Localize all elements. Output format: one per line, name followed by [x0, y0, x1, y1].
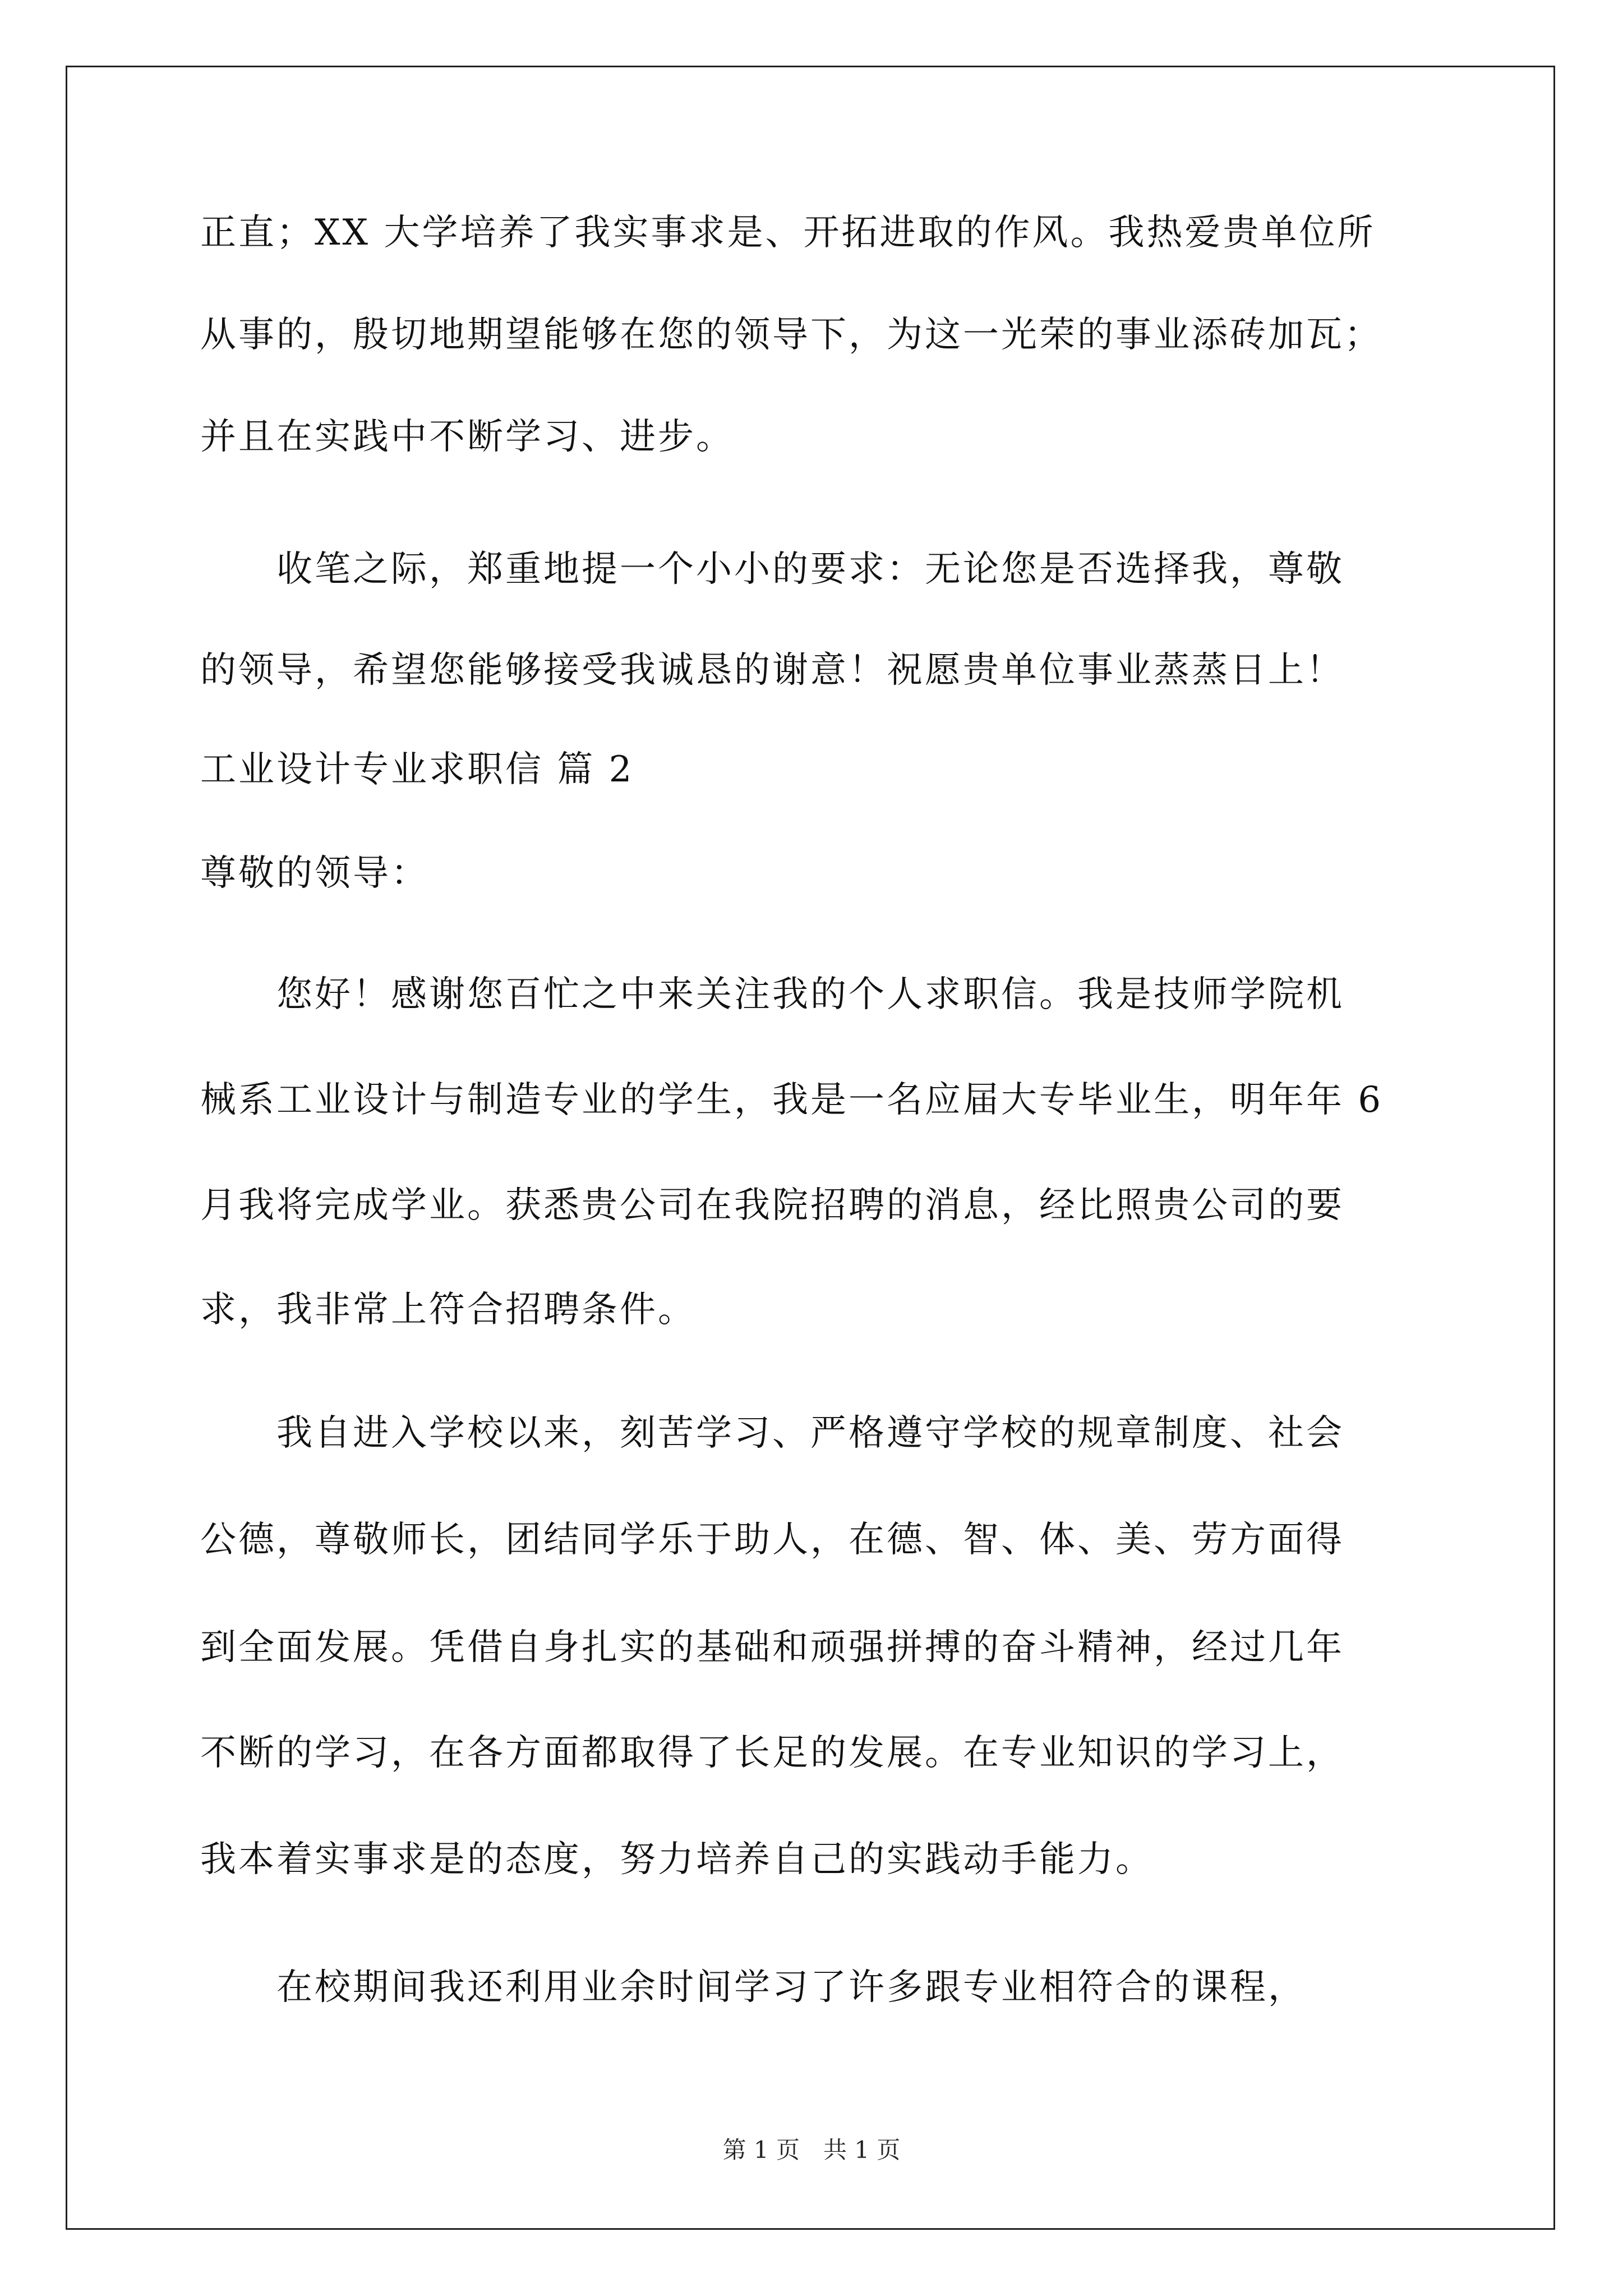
text-line: 不断的学习，在各方面都取得了长足的发展。在专业知识的学习上，: [200, 1732, 1344, 1774]
text-line: 收笔之际，郑重地提一个小小的要求：无论您是否选择我，尊敬: [200, 549, 1344, 590]
text-line: 我本着实事求是的态度，努力培养自己的实践动手能力。: [200, 1839, 1154, 1880]
text-line: 公德，尊敬师长，团结同学乐于助人，在德、智、体、美、劳方面得: [200, 1519, 1344, 1561]
text-line: 的领导，希望您能够接受我诚恳的谢意！祝愿贵单位事业蒸蒸日上！: [200, 650, 1344, 691]
text-line: 正直；XX 大学培养了我实事求是、开拓进取的作风。我热爱贵单位所: [200, 212, 1376, 254]
text-line: 械系工业设计与制造专业的学生，我是一名应届大专毕业生，明年年 6: [200, 1079, 1384, 1121]
section-heading: 工业设计专业求职信 篇 2: [200, 749, 634, 790]
text-line: 并且在实践中不断学习、进步。: [200, 416, 734, 458]
page-frame: [66, 66, 1555, 2230]
text-line: 到全面发展。凭借自身扎实的基础和顽强拼搏的奋斗精神，经过几年: [200, 1627, 1344, 1668]
text-line: 我自进入学校以来，刻苦学习、严格遵守学校的规章制度、社会: [200, 1412, 1344, 1454]
salutation: 尊敬的领导：: [200, 853, 429, 894]
text-line: 您好！感谢您百忙之中来关注我的个人求职信。我是技师学院机: [200, 974, 1344, 1015]
page-number-footer: 第 1 页 共 1 页: [722, 2136, 901, 2164]
text-line: 从事的，殷切地期望能够在您的领导下，为这一光荣的事业添砖加瓦；: [200, 314, 1382, 356]
text-line: 月我将完成学业。获悉贵公司在我院招聘的消息，经比照贵公司的要: [200, 1185, 1344, 1226]
text-line: 在校期间我还利用业余时间学习了许多跟专业相符合的课程，: [200, 1967, 1306, 2008]
text-line: 求，我非常上符合招聘条件。: [200, 1289, 696, 1331]
